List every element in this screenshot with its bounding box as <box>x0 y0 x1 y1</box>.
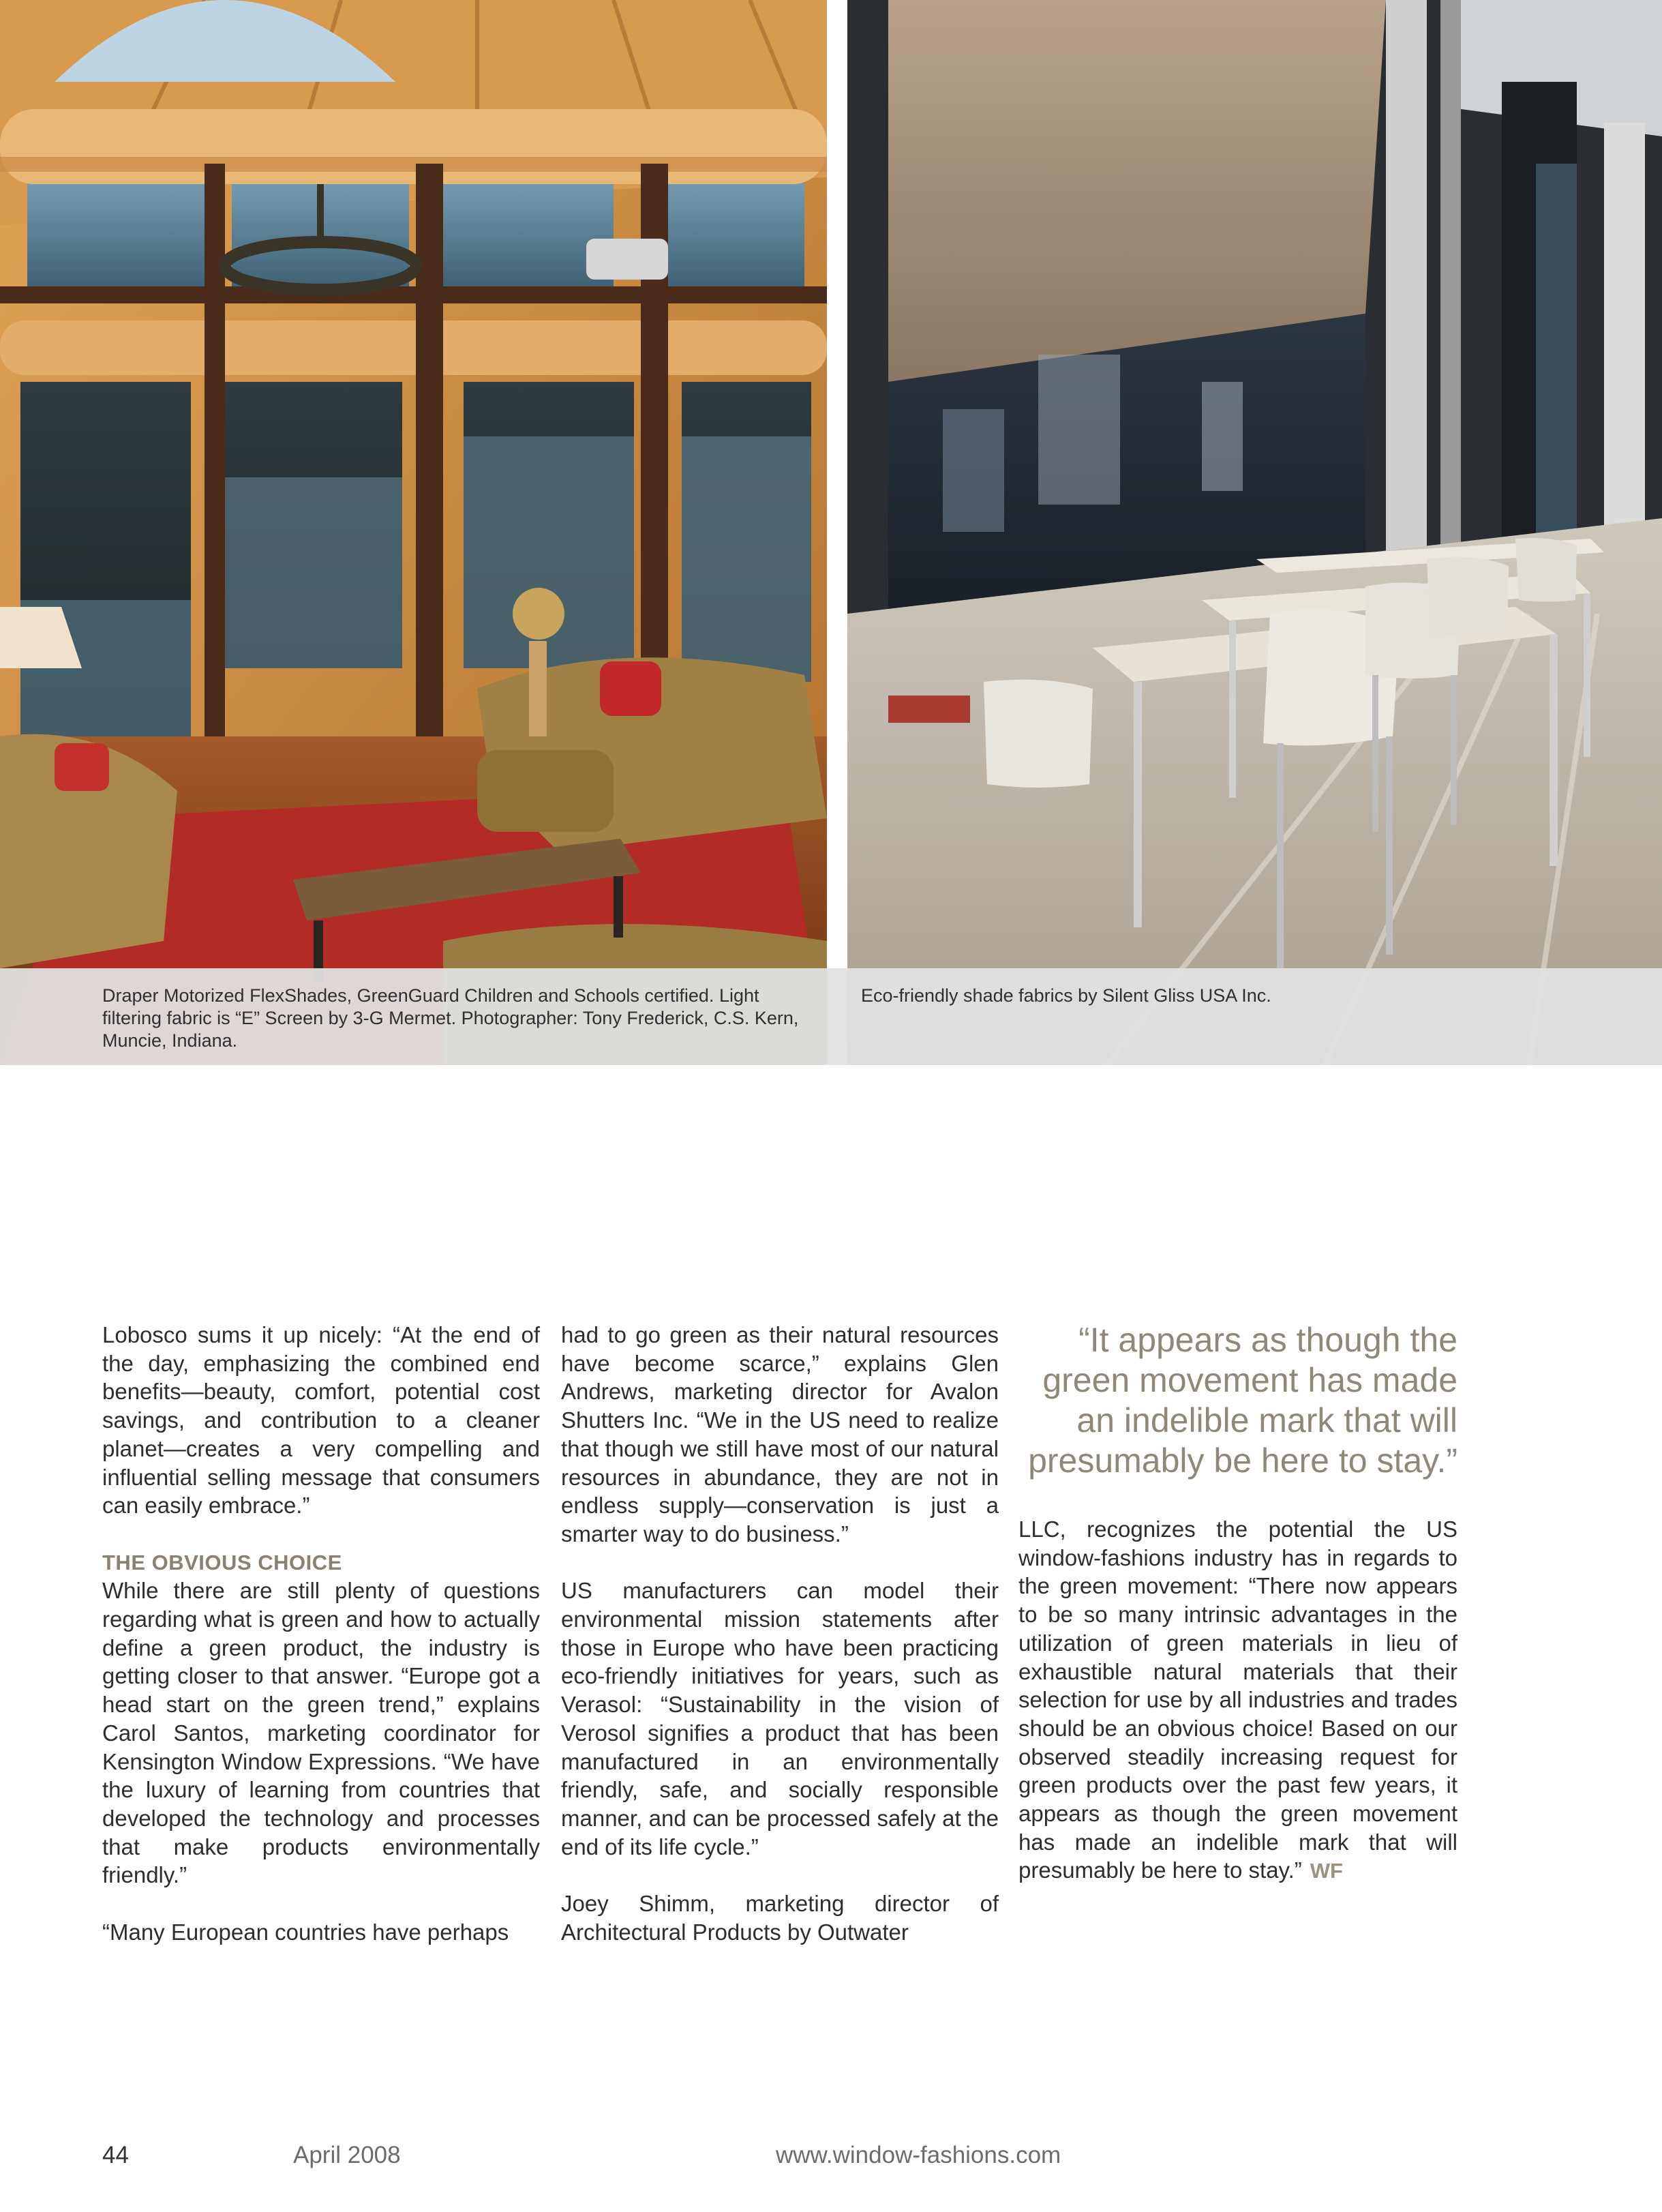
paragraph: Joey Shimm, marketing director of Architectural Products by Outwater <box>561 1891 999 1945</box>
paragraph-text: LLC, recognizes the potential the US window-fashions industry has in regards to the green movement: “There now appears to be so many intrinsic advantages in the utilization of green materials in lieu of exhaustible natural materials that their selection for use by all industries and trades should be an obvious choice! Based on our observed steadily increasing request for green products over the past few years, it appears as though the green movement has made an indelible mark that will presumably be here to stay.” <box>1018 1516 1457 1883</box>
signoff: WF <box>1310 1859 1343 1883</box>
paragraph: US manufacturers can model their environmental mission statements after those in Europe who have been practicing eco-friendly initiatives for years, such as Verasol: “Sustainability in the vision of Verosol signifies a product that has been manufactured in an environmentally friendly, safe, and socially responsible manner, and can be processed safely at the end of its life cycle.” <box>561 1578 999 1859</box>
section-heading: THE OBVIOUS CHOICE <box>102 1550 342 1574</box>
issue-date: April 2008 <box>293 2142 401 2168</box>
living-room-illustration <box>0 0 827 1065</box>
photo-living-room <box>0 0 827 1065</box>
paragraph: While there are still plenty of questions regarding what is green and how to actually define a green product, the industry is getting closer to that answer. “Europe got a head start on the green trend,” explains Carol Santos, marketing coordinator for Kensington Window Expressions. “We have the luxury of learning from countries that developed the technology and processes that make products environmentally friendly.” <box>102 1578 540 1888</box>
article-column-1 <box>102 1321 540 1946</box>
photo-caption-left: Draper Motorized FlexShades, GreenGuard Children and Schools certified. Light filtering fabric is “E” Screen by 3-G Mermet. Photographer: Tony Frederick, C.S. Kern, Muncie, Indiana. <box>102 985 799 1051</box>
photo-caption-right: Eco-friendly shade fabrics by Silent Gliss USA Inc. <box>861 985 1271 1006</box>
website-url: www.window-fashions.com <box>776 2142 1061 2168</box>
paragraph: Lobosco sums it up nicely: “At the end of the day, emphasizing the combined end benefits—beauty, comfort, potential cost savings, and contribution to a cleaner planet—creates a very compelling and influential selling message that consumers can easily embrace.” <box>102 1322 540 1519</box>
article-column-2 <box>561 1321 999 1946</box>
paragraph <box>1018 1515 1457 1885</box>
paragraph: had to go green as their natural resources have become scarce,” explains Glen Andrews, marketing director for Avalon Shutters Inc. “We in the US need to realize that though we still have most of our natural resources in abundance, they are not in endless supply—conservation is just a smarter way to do business.” <box>561 1322 999 1546</box>
page-number: 44 <box>102 2142 129 2168</box>
article-column-3 <box>1018 1320 1457 1885</box>
photo-cafeteria <box>847 0 1662 1065</box>
cafeteria-illustration <box>847 0 1662 1065</box>
pull-quote: “It appears as though the green movement has made an indelible mark that will presumably be here to stay.” <box>1028 1321 1457 1480</box>
paragraph: “Many European countries have perhaps <box>102 1919 509 1945</box>
